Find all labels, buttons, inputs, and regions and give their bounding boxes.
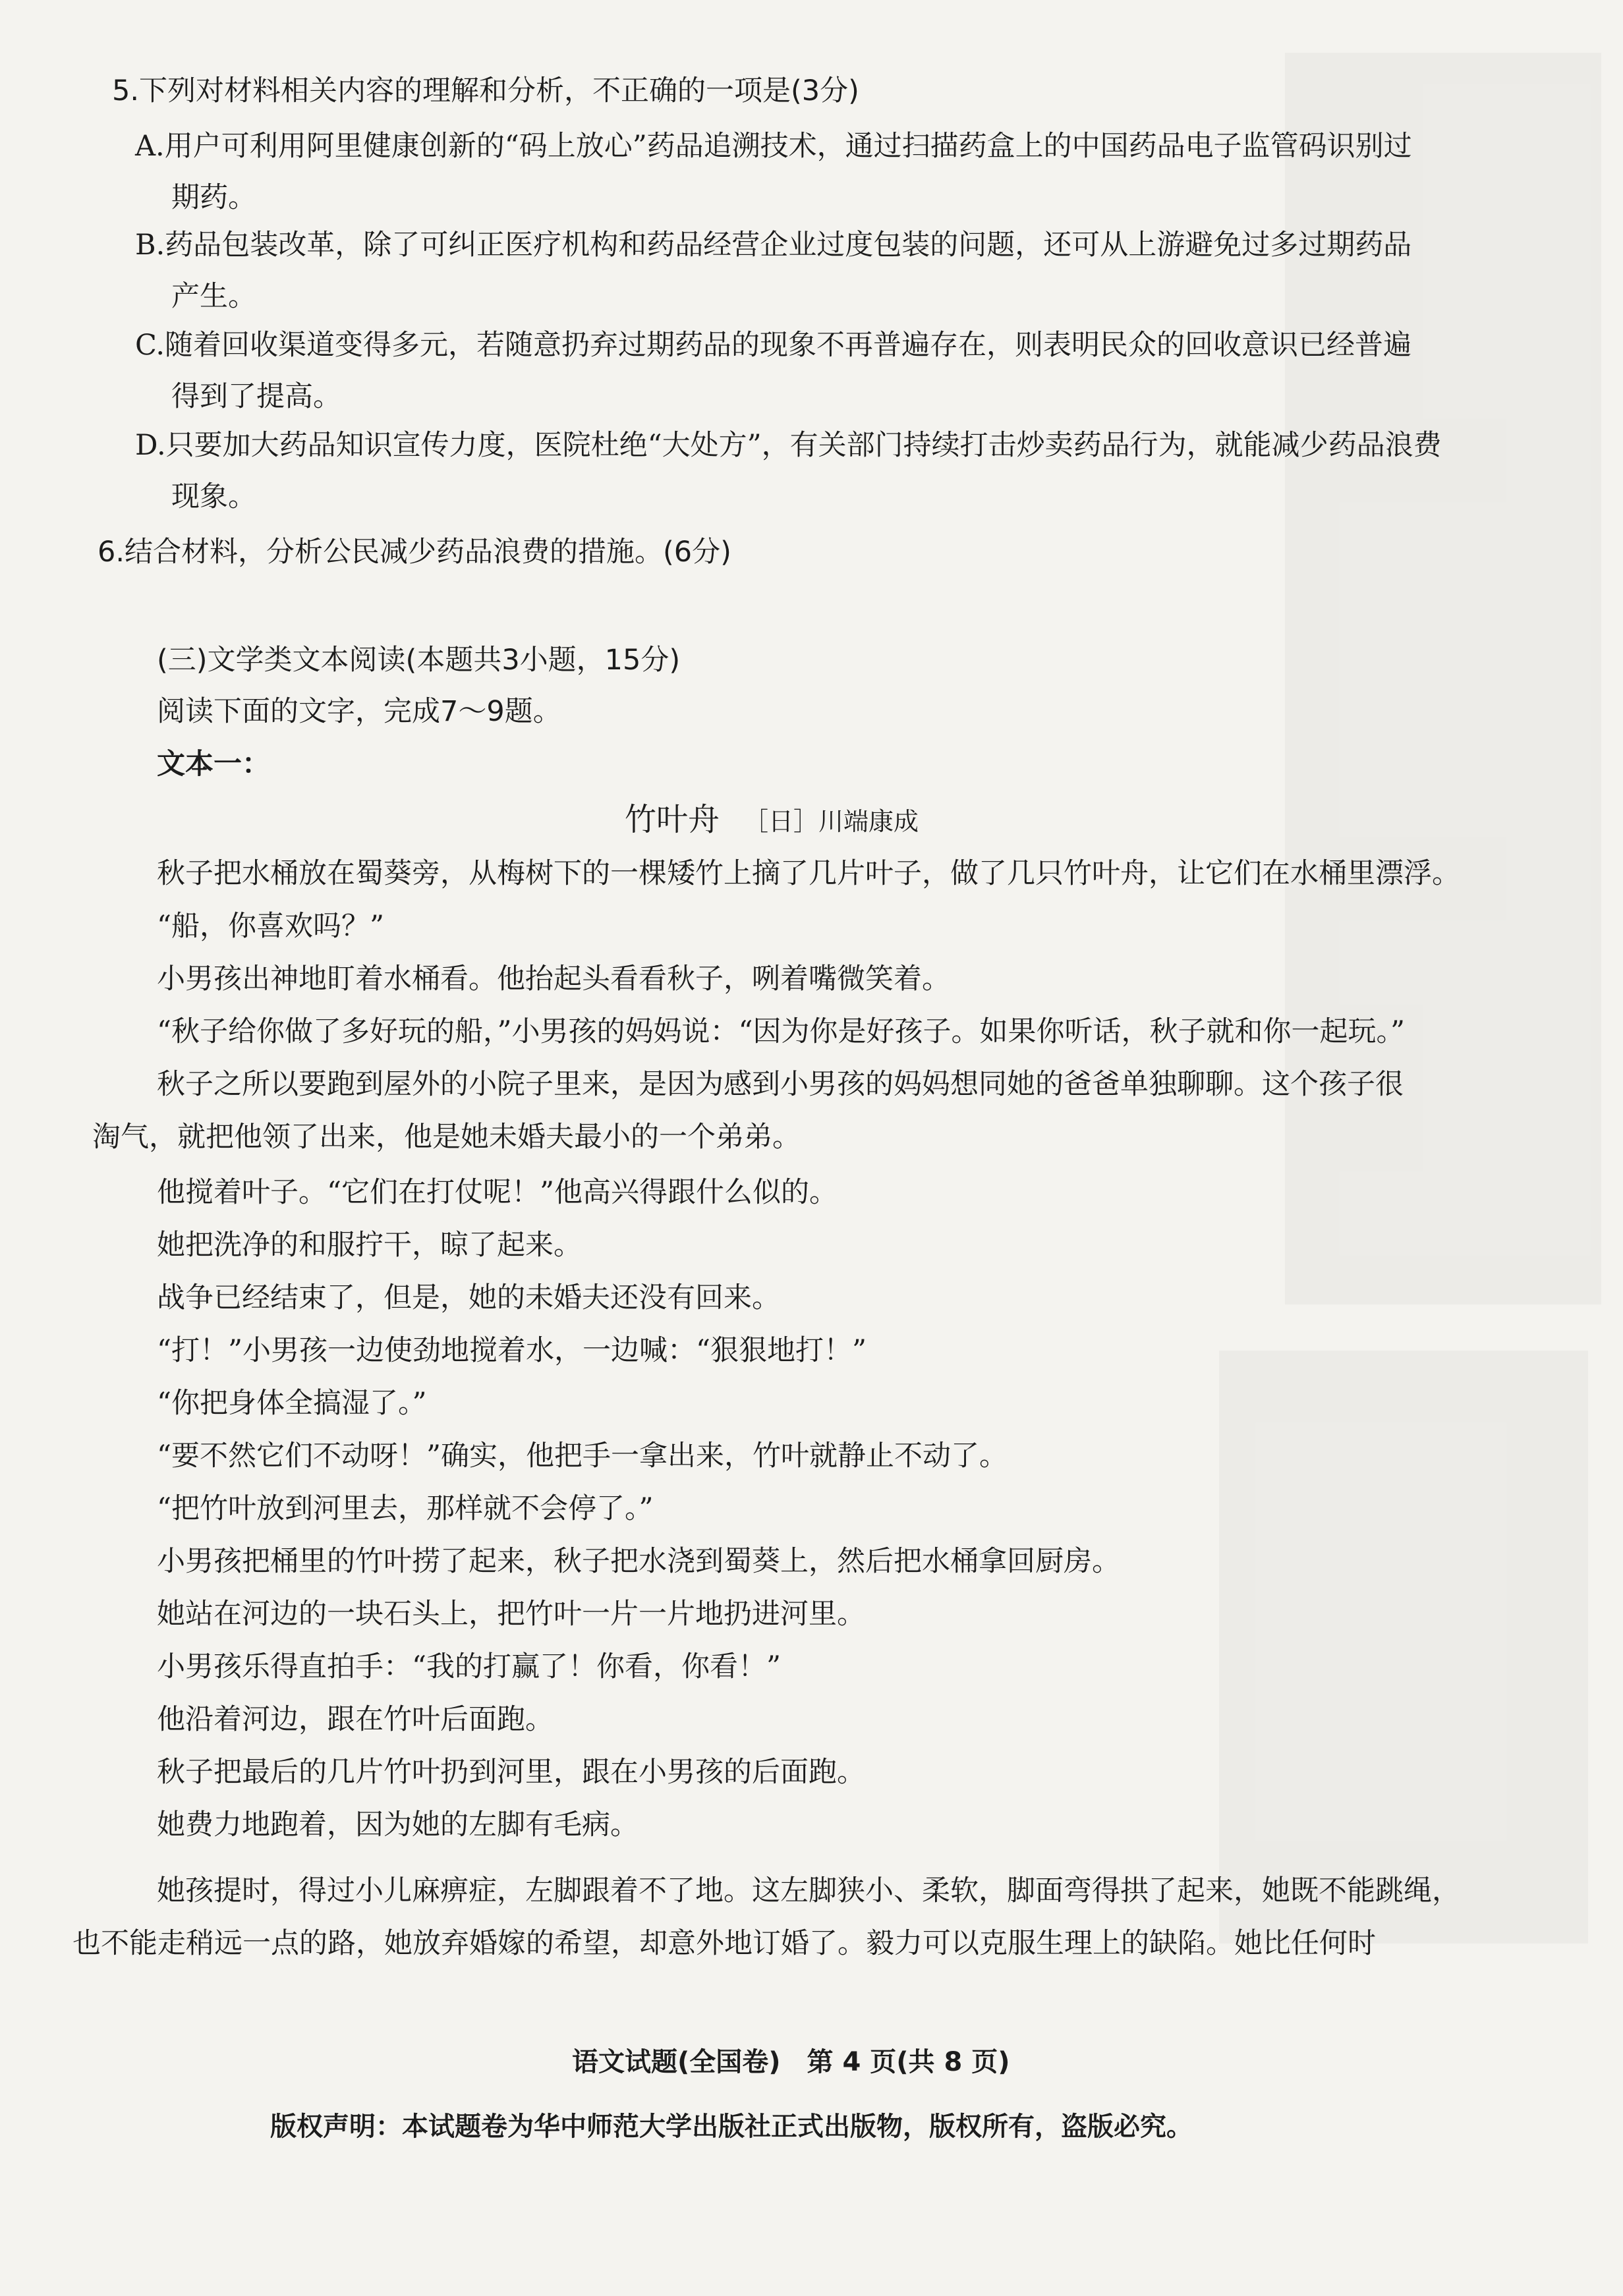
- story-paragraph: 战争已经结束了，但是，她的未婚夫还没有回来。: [157, 1281, 780, 1314]
- text-one-label: 文本一：: [157, 748, 270, 781]
- story-paragraph: “秋子给你做了多好玩的船，”小男孩的妈妈说：“因为你是好孩子。如果你听话，秋子就和你一起玩。”: [157, 1015, 1405, 1048]
- story-paragraph: “船，你喜欢吗？”: [157, 910, 384, 943]
- story-title: 竹叶舟: [625, 801, 720, 838]
- story-paragraph-cont: 也不能走稍远一点的路，她放弃婚嫁的希望，却意外地订婚了。毅力可以克服生理上的缺陷。她比任何时: [72, 1927, 1376, 1960]
- copyright-notice: 版权声明：本试题卷为华中师范大学出版社正式出版物，版权所有，盗版必究。: [270, 2112, 1193, 2142]
- question-5-option-b: B.药品包装改革，除了可纠正医疗机构和药品经营企业过度包装的问题，还可从上游避免过多过期药品: [135, 229, 1412, 262]
- story-paragraph: 他搅着叶子。“它们在打仗呢！”他高兴得跟什么似的。: [157, 1176, 838, 1209]
- story-paragraph: 她站在河边的一块石头上，把竹叶一片一片地扔进河里。: [157, 1598, 865, 1631]
- bleed-through-shade-lower: [1219, 1351, 1588, 1944]
- question-5-option-d: D.只要加大药品知识宣传力度，医院杜绝“大处方”，有关部门持续打击炒卖药品行为，就能减少药品浪费: [135, 429, 1442, 462]
- section-3-instruction: 阅读下面的文字，完成7～9题。: [157, 695, 561, 728]
- section-3-heading: (三)文学类文本阅读(本题共3小题，15分): [157, 644, 681, 677]
- story-paragraph: 秋子之所以要跑到屋外的小院子里来，是因为感到小男孩的妈妈想同她的爸爸单独聊聊。这个孩子很: [157, 1068, 1404, 1101]
- story-paragraph: “打！”小男孩一边使劲地搅着水，一边喊：“狠狠地打！”: [157, 1334, 867, 1367]
- story-paragraph: 秋子把水桶放在蜀葵旁，从梅树下的一棵矮竹上摘了几片叶子，做了几只竹叶舟，让它们在水桶里漂浮。: [157, 857, 1460, 890]
- question-5-stem: 5.下列对材料相关内容的理解和分析，不正确的一项是(3分): [112, 74, 859, 107]
- question-5-option-c: C.随着回收渠道变得多元，若随意扔弃过期药品的现象不再普遍存在，则表明民众的回收意识已经普遍: [135, 329, 1412, 362]
- story-paragraph: 小男孩把桶里的竹叶捞了起来，秋子把水浇到蜀葵上，然后把水桶拿回厨房。: [157, 1545, 1120, 1578]
- question-5-option-a: A.用户可利用阿里健康创新的“码上放心”药品追溯技术，通过扫描药盒上的中国药品电子监管码识别过: [135, 130, 1412, 163]
- story-author: ［日］川端康成: [743, 807, 919, 836]
- page-footer-info: 语文试题(全国卷) 第 4 页(共 8 页): [572, 2047, 1010, 2077]
- question-5-option-a-cont: 期药。: [171, 181, 256, 214]
- story-paragraph-cont: 淘气，就把他领了出来，他是她未婚夫最小的一个弟弟。: [92, 1121, 801, 1154]
- story-paragraph: 小男孩出神地盯着水桶看。他抬起头看看秋子，咧着嘴微笑着。: [157, 963, 950, 995]
- story-paragraph: 小男孩乐得直拍手：“我的打赢了！你看，你看！”: [157, 1650, 781, 1683]
- story-paragraph: “你把身体全搞湿了。”: [157, 1387, 427, 1420]
- story-title-line: [625, 800, 919, 841]
- story-paragraph: “要不然它们不动呀！”确实，他把手一拿出来，竹叶就静止不动了。: [157, 1440, 1008, 1472]
- story-paragraph: 她孩提时，得过小儿麻痹症，左脚跟着不了地。这左脚狭小、柔软，脚面弯得拱了起来，她既不能跳绳，: [157, 1874, 1460, 1907]
- question-5-option-b-cont: 产生。: [171, 280, 256, 313]
- question-5-option-c-cont: 得到了提高。: [171, 380, 341, 413]
- story-paragraph: “把竹叶放到河里去，那样就不会停了。”: [157, 1492, 654, 1525]
- question-5-option-d-cont: 现象。: [171, 480, 256, 513]
- question-6: 6.结合材料，分析公民减少药品浪费的措施。(6分): [98, 536, 731, 569]
- story-paragraph: 她把洗净的和服拧干，晾了起来。: [157, 1229, 582, 1262]
- story-paragraph: 她费力地跑着，因为她的左脚有毛病。: [157, 1808, 639, 1841]
- story-paragraph: 秋子把最后的几片竹叶扔到河里，跟在小男孩的后面跑。: [157, 1756, 865, 1789]
- story-paragraph: 他沿着河边，跟在竹叶后面跑。: [157, 1703, 554, 1736]
